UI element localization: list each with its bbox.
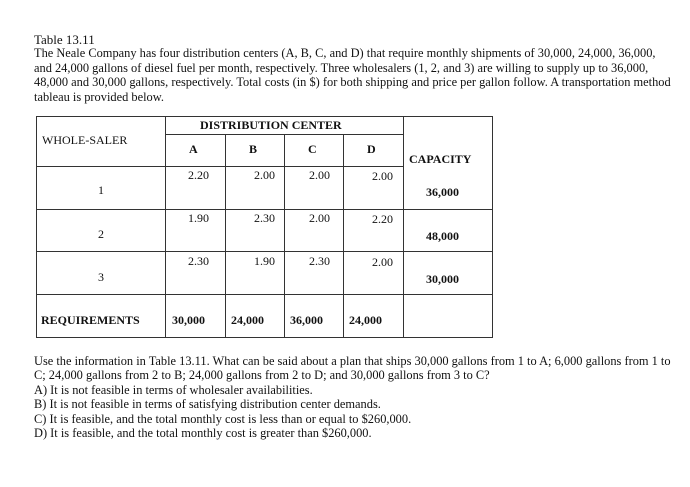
- cost-cell: 1.90: [254, 254, 275, 268]
- column-header-c: C: [308, 142, 317, 156]
- answer-option-a: A) It is not feasible in terms of wholesaler availabilities.: [34, 382, 313, 397]
- header-bottom-line: [36, 166, 403, 167]
- table-title: Table 13.11: [34, 32, 95, 47]
- column-header-d: D: [367, 142, 376, 156]
- table-border-top: [36, 116, 493, 117]
- header-capacity: CAPACITY: [409, 152, 472, 166]
- answer-option-d: D) It is feasible, and the total monthly cost is greater than $260,000.: [34, 426, 372, 441]
- table-border-right: [492, 116, 493, 338]
- problem-intro: The Neale Company has four distribution centers (A, B, C, and D) that require monthly shipments of 30,000, 24,000, 36,000, and 24,000 gallons of diesel fuel per month, respectively. Three wholesalers (1, 2, and 3) are willing to supply up to 36,000, 48,000 and 30,000 gallons, respectively. Total costs (in $) for both shipping and price per gallon follow. A transportation method tableau is provided below.: [34, 46, 671, 104]
- capacity-cell: 30,000: [426, 272, 459, 286]
- requirement-cell: 24,000: [349, 313, 382, 327]
- row-divider: [36, 294, 493, 295]
- answer-option-c: C) It is feasible, and the total monthly cost is less than or equal to $260,000.: [34, 411, 412, 426]
- cost-cell: 2.20: [188, 168, 209, 182]
- row-label-1: 1: [98, 183, 104, 197]
- column-header-a: A: [189, 142, 198, 156]
- column-divider: [343, 134, 344, 338]
- column-divider: [403, 116, 404, 338]
- transportation-tableau: [36, 116, 493, 338]
- requirement-cell: 24,000: [231, 313, 264, 327]
- cost-cell: 1.90: [188, 211, 209, 225]
- column-divider: [225, 134, 226, 338]
- cost-cell: 2.30: [188, 254, 209, 268]
- answer-option-b: B) It is not feasible in terms of satisfying distribution center demands.: [34, 397, 381, 412]
- header-wholesaler: WHOLE-SALER: [42, 133, 128, 147]
- cost-cell: 2.30: [254, 211, 275, 225]
- column-header-b: B: [249, 142, 258, 156]
- header-distribution-center: DISTRIBUTION CENTER: [200, 118, 342, 132]
- row-label-3: 3: [98, 270, 104, 284]
- row-label-2: 2: [98, 227, 104, 241]
- cost-cell: 2.00: [372, 169, 393, 183]
- row-divider: [36, 209, 493, 210]
- row-divider: [36, 251, 493, 252]
- table-border-left: [36, 116, 37, 338]
- column-divider: [165, 116, 166, 338]
- capacity-cell: 36,000: [426, 185, 459, 199]
- requirements-label: REQUIREMENTS: [41, 313, 140, 327]
- table-border-bottom: [36, 337, 493, 338]
- cost-cell: 2.20: [372, 212, 393, 226]
- cost-cell: 2.00: [254, 168, 275, 182]
- question-block: [34, 354, 674, 440]
- cost-cell: 2.00: [309, 168, 330, 182]
- column-divider: [284, 134, 285, 338]
- cost-cell: 2.00: [372, 255, 393, 269]
- question-stem: Use the information in Table 13.11. What can be said about a plan that ships 30,000 gallons from 1 to A; 6,000 gallons from 1 to C; 24,000 gallons from 2 to B; 24,000 gallons from 2 to D; and 30,000 gallons from 3 to C?: [34, 354, 671, 383]
- requirement-cell: 36,000: [290, 313, 323, 327]
- cost-cell: 2.00: [309, 211, 330, 225]
- requirement-cell: 30,000: [172, 313, 205, 327]
- capacity-cell: 48,000: [426, 229, 459, 243]
- cost-cell: 2.30: [309, 254, 330, 268]
